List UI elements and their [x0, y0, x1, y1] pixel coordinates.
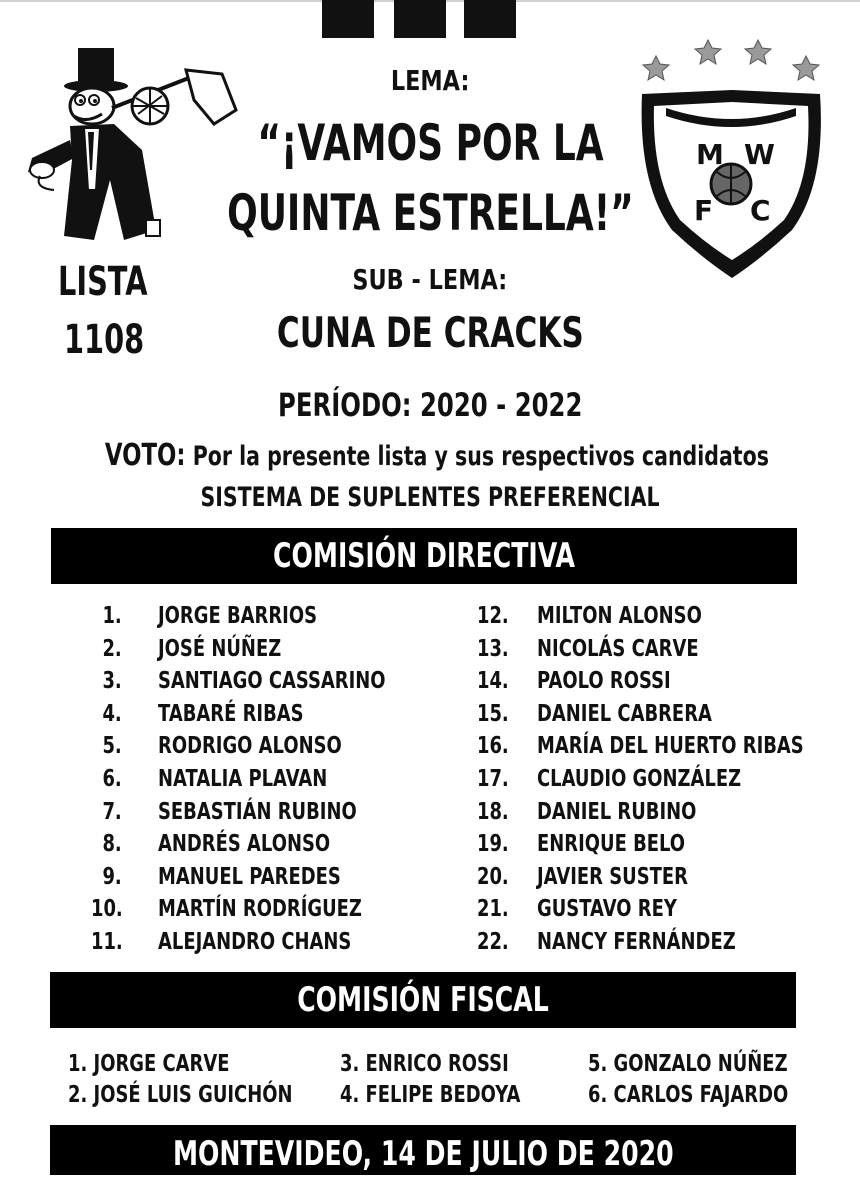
crest-letter-w: W [744, 138, 775, 171]
directiva-number: 14. [476, 668, 509, 695]
directiva-name: DANIEL RUBINO [537, 798, 697, 825]
directiva-name: ALEJANDRO CHANS [158, 929, 352, 955]
directiva-row [0, 666, 860, 696]
directiva-name: TABARÉ RIBAS [158, 700, 304, 727]
directiva-name: MILTON ALONSO [537, 603, 702, 629]
directiva-name: JOSÉ NÚÑEZ [158, 635, 282, 662]
footer-text: MONTEVIDEO, 14 DE JULIO DE 2020 [172, 1134, 674, 1174]
directiva-number: 17. [476, 766, 509, 792]
voto-line [0, 438, 860, 475]
directiva-title: COMISIÓN DIRECTIVA [273, 536, 575, 576]
directiva-number: 21. [476, 896, 509, 923]
directiva-number: 10. [90, 896, 123, 923]
lista-number: 1108 [64, 317, 145, 363]
directiva-row [0, 894, 860, 924]
directiva-name: ENRIQUE BELO [537, 831, 686, 858]
fiscal-member: 1. JORGE CARVE [68, 1051, 230, 1077]
directiva-name: NANCY FERNÁNDEZ [537, 929, 736, 955]
directiva-name: MANUEL PAREDES [158, 863, 341, 890]
fiscal-title-bar [50, 972, 796, 1028]
voto-text: Por la presente lista y sus respectivos candidatos [192, 441, 769, 472]
directiva-row [0, 862, 860, 892]
directiva-number: 18. [476, 798, 509, 825]
directiva-number: 2. [102, 635, 122, 662]
directiva-name: MARÍA DEL HUERTO RIBAS [537, 733, 804, 760]
directiva-title-bar [51, 528, 797, 584]
directiva-number: 16. [476, 733, 509, 760]
directiva-number: 19. [476, 831, 509, 858]
fiscal-member: 2. JOSÉ LUIS GUICHÓN [68, 1082, 293, 1108]
crest-letter-f: F [694, 194, 714, 227]
directiva-number: 11. [90, 929, 123, 955]
directiva-name: DANIEL CABRERA [537, 700, 712, 727]
directiva-name: NATALIA PLAVAN [158, 766, 328, 792]
lema-label: LEMA: [390, 64, 470, 97]
directiva-number: 5. [102, 733, 122, 760]
directiva-number: 3. [102, 668, 122, 695]
directiva-number: 4. [102, 700, 122, 727]
lista-label: LISTA [58, 259, 148, 305]
fiscal-member: 4. FELIPE BEDOYA [340, 1082, 521, 1108]
directiva-row [0, 829, 860, 859]
periodo: PERÍODO: 2020 - 2022 [277, 386, 583, 424]
directiva-row [0, 731, 860, 761]
directiva-name: ANDRÉS ALONSO [158, 831, 331, 858]
sublema-label: SUB - LEMA: [352, 263, 508, 296]
directiva-row [0, 927, 860, 957]
directiva-number: 8. [102, 831, 122, 858]
directiva-number: 6. [102, 766, 122, 792]
directiva-number: 15. [476, 700, 509, 727]
directiva-number: 12. [476, 603, 509, 629]
top-tab [394, 0, 446, 38]
voto-label: VOTO: [104, 438, 186, 473]
directiva-name: MARTÍN RODRÍGUEZ [158, 896, 362, 923]
directiva-row [0, 601, 860, 631]
lema-line-2: QUINTA ESTRELLA!” [226, 184, 634, 242]
directiva-name: JORGE BARRIOS [158, 603, 318, 629]
crest-letter-c: C [750, 194, 771, 227]
fiscal-member: 6. CARLOS FAJARDO [588, 1082, 789, 1108]
crest-letter-m: M [696, 138, 724, 171]
directiva-name: CLAUDIO GONZÁLEZ [537, 766, 742, 792]
lema-line-1: “¡VAMOS POR LA [256, 114, 604, 172]
directiva-name: SANTIAGO CASSARINO [158, 668, 386, 695]
fiscal-member: 5. GONZALO NÚÑEZ [588, 1051, 788, 1077]
footer-bar [50, 1125, 796, 1175]
directiva-number: 13. [476, 635, 509, 662]
directiva-row [0, 764, 860, 794]
sistema-suplentes: SISTEMA DE SUPLENTES PREFERENCIAL [200, 482, 660, 513]
top-tab [464, 0, 516, 38]
directiva-number: 1. [102, 603, 122, 629]
directiva-name: JAVIER SUSTER [537, 863, 688, 890]
directiva-row [0, 634, 860, 664]
fiscal-title: COMISIÓN FISCAL [297, 980, 549, 1020]
directiva-name: SEBASTIÁN RUBINO [158, 798, 357, 825]
directiva-number: 9. [102, 863, 122, 890]
sublema-text: CUNA DE CRACKS [276, 308, 584, 357]
directiva-row [0, 699, 860, 729]
directiva-number: 7. [102, 798, 122, 825]
directiva-number: 22. [476, 929, 509, 955]
directiva-row [0, 797, 860, 827]
directiva-name: RODRIGO ALONSO [158, 733, 342, 760]
directiva-name: NICOLÁS CARVE [537, 635, 699, 662]
directiva-number: 20. [476, 863, 509, 890]
directiva-name: PAOLO ROSSI [537, 668, 671, 695]
fiscal-member: 3. ENRICO ROSSI [340, 1051, 509, 1077]
directiva-name: GUSTAVO REY [537, 896, 677, 923]
top-tab [322, 0, 374, 38]
